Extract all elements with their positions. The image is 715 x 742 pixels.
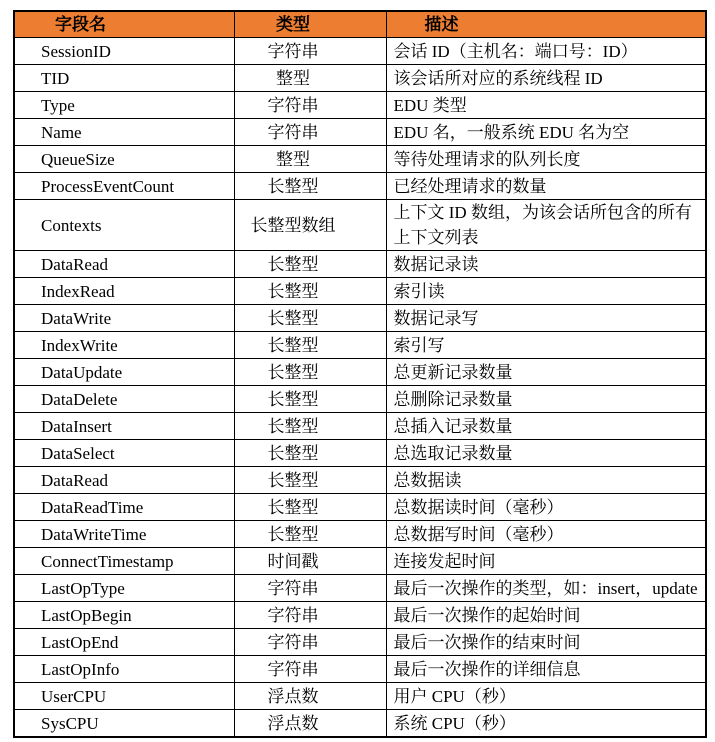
table-row	[14, 200, 706, 251]
type-cell: 字符串	[234, 656, 386, 683]
description-cell: 总数据读	[386, 467, 706, 494]
table-row	[14, 92, 706, 119]
table-row	[14, 656, 706, 683]
field-name-cell: DataDelete	[14, 386, 234, 413]
type-cell: 长整型	[234, 278, 386, 305]
type-cell: 长整型	[234, 173, 386, 200]
description-cell: 数据记录读	[386, 251, 706, 278]
field-name-cell: LastOpEnd	[14, 629, 234, 656]
field-name-cell: TID	[14, 65, 234, 92]
field-name-cell: Type	[14, 92, 234, 119]
type-cell: 长整型	[234, 521, 386, 548]
type-cell: 长整型	[234, 494, 386, 521]
type-cell: 字符串	[234, 602, 386, 629]
table-row	[14, 251, 706, 278]
field-name-cell: DataUpdate	[14, 359, 234, 386]
type-cell: 长整型数组	[234, 200, 386, 251]
field-name-cell: DataRead	[14, 467, 234, 494]
description-cell: 最后一次操作的起始时间	[386, 602, 706, 629]
table-row	[14, 359, 706, 386]
field-name-cell: SessionID	[14, 38, 234, 65]
field-name-cell: SysCPU	[14, 710, 234, 738]
description-cell: 总数据写时间（毫秒）	[386, 521, 706, 548]
description-cell: 上下文 ID 数组，为该会话所包含的所有上下文列表	[386, 200, 706, 251]
type-cell: 长整型	[234, 386, 386, 413]
type-cell: 长整型	[234, 413, 386, 440]
description-cell: 最后一次操作的结束时间	[386, 629, 706, 656]
field-name-cell: DataRead	[14, 251, 234, 278]
field-name-cell: LastOpType	[14, 575, 234, 602]
type-cell: 字符串	[234, 38, 386, 65]
field-name-cell: DataReadTime	[14, 494, 234, 521]
table-row	[14, 119, 706, 146]
field-name-cell: Contexts	[14, 200, 234, 251]
type-cell: 长整型	[234, 251, 386, 278]
description-cell: 连接发起时间	[386, 548, 706, 575]
table-row	[14, 173, 706, 200]
field-name-cell: DataInsert	[14, 413, 234, 440]
field-name-cell: LastOpBegin	[14, 602, 234, 629]
description-cell: 最后一次操作的详细信息	[386, 656, 706, 683]
table-row	[14, 440, 706, 467]
table-row	[14, 467, 706, 494]
description-cell: 总插入记录数量	[386, 413, 706, 440]
table-row	[14, 602, 706, 629]
field-table	[13, 10, 707, 738]
column-header-description: 描述	[386, 11, 706, 38]
field-name-cell: Name	[14, 119, 234, 146]
table-row	[14, 521, 706, 548]
type-cell: 长整型	[234, 467, 386, 494]
type-cell: 字符串	[234, 575, 386, 602]
type-cell: 字符串	[234, 119, 386, 146]
description-cell: 总数据读时间（毫秒）	[386, 494, 706, 521]
description-cell: 总选取记录数量	[386, 440, 706, 467]
table-row	[14, 38, 706, 65]
type-cell: 长整型	[234, 332, 386, 359]
description-cell: 系统 CPU（秒）	[386, 710, 706, 738]
table-row	[14, 332, 706, 359]
table-row	[14, 629, 706, 656]
description-cell: 已经处理请求的数量	[386, 173, 706, 200]
description-cell: 总更新记录数量	[386, 359, 706, 386]
table-row	[14, 548, 706, 575]
table-row	[14, 146, 706, 173]
column-header-type: 类型	[234, 11, 386, 38]
type-cell: 长整型	[234, 440, 386, 467]
description-cell: 索引写	[386, 332, 706, 359]
field-name-cell: DataSelect	[14, 440, 234, 467]
field-name-cell: ConnectTimestamp	[14, 548, 234, 575]
field-name-cell: UserCPU	[14, 683, 234, 710]
table-row	[14, 494, 706, 521]
type-cell: 整型	[234, 146, 386, 173]
table-row	[14, 386, 706, 413]
description-cell: 该会话所对应的系统线程 ID	[386, 65, 706, 92]
type-cell: 长整型	[234, 359, 386, 386]
description-cell: 会话 ID（主机名：端口号：ID）	[386, 38, 706, 65]
table-body	[14, 38, 706, 738]
table-row	[14, 575, 706, 602]
field-name-cell: LastOpInfo	[14, 656, 234, 683]
description-cell: 最后一次操作的类型，如：insert，update	[386, 575, 706, 602]
table-row	[14, 683, 706, 710]
description-cell: 用户 CPU（秒）	[386, 683, 706, 710]
field-name-cell: QueueSize	[14, 146, 234, 173]
table-row	[14, 305, 706, 332]
type-cell: 浮点数	[234, 710, 386, 738]
description-cell: 等待处理请求的队列长度	[386, 146, 706, 173]
column-header-field-name: 字段名	[14, 11, 234, 38]
description-cell: 总删除记录数量	[386, 386, 706, 413]
type-cell: 字符串	[234, 92, 386, 119]
field-name-cell: IndexRead	[14, 278, 234, 305]
type-cell: 整型	[234, 65, 386, 92]
table-header	[14, 11, 706, 38]
type-cell: 浮点数	[234, 683, 386, 710]
description-cell: EDU 名，一般系统 EDU 名为空	[386, 119, 706, 146]
description-cell: 索引读	[386, 278, 706, 305]
description-cell: 数据记录写	[386, 305, 706, 332]
table-row	[14, 278, 706, 305]
field-name-cell: DataWriteTime	[14, 521, 234, 548]
description-cell: EDU 类型	[386, 92, 706, 119]
type-cell: 字符串	[234, 629, 386, 656]
header-row	[14, 11, 706, 38]
table-row	[14, 710, 706, 738]
field-name-cell: IndexWrite	[14, 332, 234, 359]
type-cell: 长整型	[234, 305, 386, 332]
table-row	[14, 65, 706, 92]
table-row	[14, 413, 706, 440]
field-name-cell: ProcessEventCount	[14, 173, 234, 200]
field-name-cell: DataWrite	[14, 305, 234, 332]
type-cell: 时间戳	[234, 548, 386, 575]
